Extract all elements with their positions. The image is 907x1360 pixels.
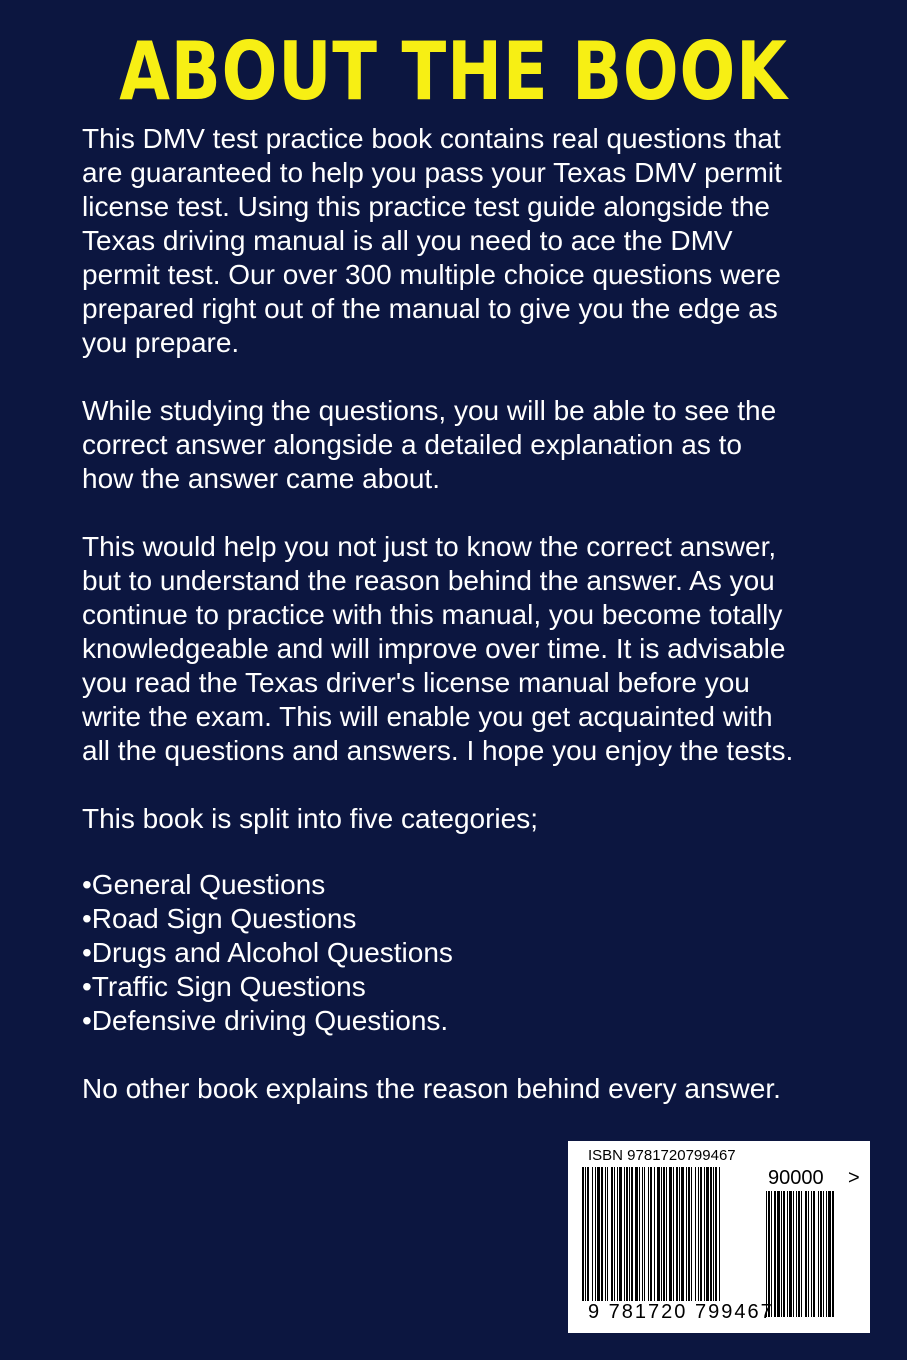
barcode-bars bbox=[582, 1167, 754, 1301]
list-item: •General Questions bbox=[82, 869, 326, 900]
list-item: •Drugs and Alcohol Questions bbox=[82, 937, 453, 968]
barcode-bar bbox=[720, 1167, 723, 1301]
category-list bbox=[82, 868, 453, 1038]
list-item: •Defensive driving Questions. bbox=[82, 1005, 449, 1036]
price-arrow: > bbox=[848, 1167, 860, 1189]
categories-intro: This book is split into five categories; bbox=[82, 803, 538, 834]
page-title: ABOUT THE BOOK bbox=[119, 25, 788, 118]
list-item: •Traffic Sign Questions bbox=[82, 971, 366, 1002]
benefits-paragraph: This would help you not just to know the correct answer, but to understand the reason behind the answer. As you continue to practice with this manual, you become totally knowledgeable and will improve over time. It is advisable you read the Texas driver's license manual before you write the exam. This will enable you get acquainted with all the questions and answers. I hope you enjoy the tests. bbox=[82, 531, 794, 766]
barcode-number: 9 781720 799467 bbox=[588, 1301, 774, 1323]
addon-barcode-bars bbox=[766, 1191, 856, 1317]
intro-paragraph: This DMV test practice book contains real questions that are guaranteed to help you pass your Texas DMV permit license test. Using this practice test guide alongside the Texas driving manual is all you need to ace the DMV permit test. Our over 300 multiple choice questions were prepared right out of the manual to give you the edge as you prepare. bbox=[82, 123, 782, 358]
barcode-bar bbox=[832, 1191, 834, 1317]
isbn-barcode bbox=[568, 1141, 870, 1333]
list-item: •Road Sign Questions bbox=[82, 903, 357, 934]
study-paragraph: While studying the questions, you will be able to see the correct answer alongside a detailed explanation as to how the answer came about. bbox=[82, 395, 777, 494]
description-body bbox=[82, 122, 872, 870]
isbn-label: ISBN 9781720799467 bbox=[588, 1147, 736, 1164]
price-code: 90000 bbox=[768, 1167, 824, 1189]
closing-statement: No other book explains the reason behind every answer. bbox=[82, 1073, 781, 1104]
